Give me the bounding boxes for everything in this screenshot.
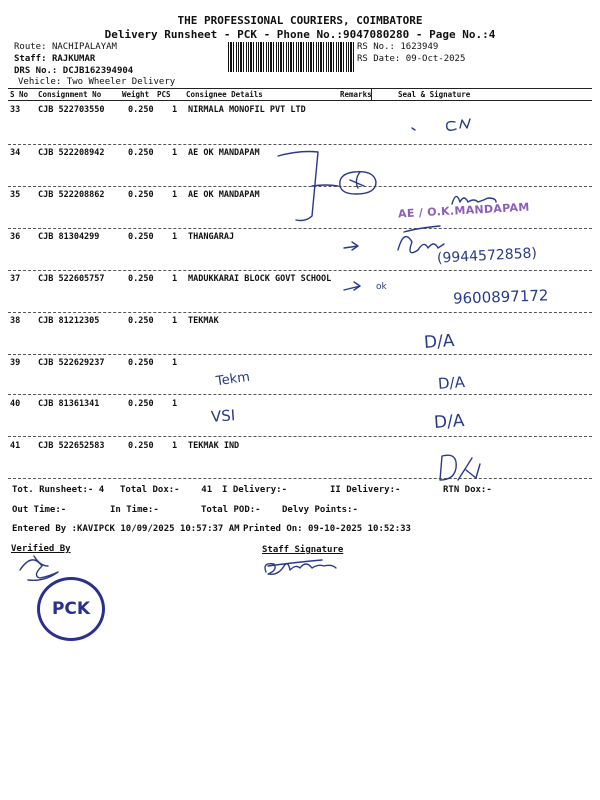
handwritten-ok: ok <box>376 282 387 292</box>
delvy-points: Delvy Points:- <box>282 505 358 515</box>
out-time: Out Time:- <box>12 505 67 515</box>
ink-staff-signature <box>265 560 336 574</box>
row-consignment: CJB 522652583 <box>38 441 105 451</box>
row-consignee: MADUKKARAI BLOCK GOVT SCHOOL <box>188 274 332 284</box>
verified-by: Verified By <box>11 544 71 554</box>
row-consignee: TEKMAK IND <box>188 441 240 451</box>
row-pcs: 1 <box>172 232 178 242</box>
row-sno: 35 <box>10 190 21 200</box>
row-consignee: AE OK MANDAPAM <box>188 148 260 158</box>
row-weight: 0.250 <box>128 316 154 326</box>
row-pcs: 1 <box>172 190 178 200</box>
row-pcs: 1 <box>172 441 178 451</box>
row-consignment: CJB 522629237 <box>38 358 105 368</box>
handwritten-vsi: VSI <box>210 406 236 426</box>
row-sno: 36 <box>10 232 21 242</box>
col-consignee: Consignee Details <box>186 90 263 99</box>
ink-da-41 <box>440 455 480 480</box>
ink-signature-36 <box>398 226 444 253</box>
row-consignment: CJB 81304299 <box>38 232 100 242</box>
ink-initial-33 <box>447 119 470 130</box>
col-remarks: Remarks <box>340 90 372 99</box>
row-weight: 0.250 <box>128 399 154 409</box>
entered-by: Entered By :KAVIPCK 10/09/2025 10:57:37 AM <box>12 524 240 534</box>
row-pcs: 1 <box>172 148 178 158</box>
row-pcs: 1 <box>172 105 178 115</box>
row-consignment: CJB 81212305 <box>38 316 100 326</box>
row-consignment: CJB 81361341 <box>38 399 100 409</box>
row-consignee: TEKMAK <box>188 316 219 326</box>
row-pcs: 1 <box>172 399 178 409</box>
row-pcs: 1 <box>172 274 178 284</box>
handwritten-tekmak: Tekm <box>215 369 251 390</box>
i-delivery: I Delivery:- <box>222 485 288 495</box>
col-seal-signature: Seal & Signature <box>398 90 471 99</box>
handwritten-phone-2: 9600897172 <box>452 286 549 308</box>
ae-ok-mandapam-stamp: AE / O.K.MANDAPAM <box>397 200 530 221</box>
rtn-dox: RTN Dox:- <box>443 485 492 495</box>
total-dox: Total Dox:- 41 <box>120 485 213 495</box>
row-weight: 0.250 <box>128 148 154 158</box>
row-sno: 39 <box>10 358 21 368</box>
ink-mark-33 <box>412 128 415 130</box>
row-consignment: CJB 522605757 <box>38 274 105 284</box>
ink-bracket <box>278 152 338 221</box>
col-sno: S No <box>10 90 29 99</box>
pck-stamp: PCK <box>37 577 105 641</box>
handwritten-da-39: D/A <box>437 373 466 393</box>
arrow-icon <box>344 242 358 250</box>
row-pcs: 1 <box>172 358 178 368</box>
col-pcs: PCS <box>157 90 171 99</box>
row-sno: 38 <box>10 316 21 326</box>
row-pcs: 1 <box>172 316 178 326</box>
runsheet-subtitle: Delivery Runsheet - PCK - Phone No.:9047080280 - Page No.:4 <box>104 28 496 41</box>
row-consignment: CJB 522208942 <box>38 148 105 158</box>
staff-line: Staff: RAJKUMAR <box>14 54 96 64</box>
row-weight: 0.250 <box>128 232 154 242</box>
vehicle-line: Vehicle: Two Wheeler Delivery <box>18 77 176 87</box>
in-time: In Time:- <box>110 505 159 515</box>
ii-delivery: II Delivery:- <box>330 485 401 495</box>
ink-verified-signature <box>20 556 58 580</box>
col-weight: Weight <box>122 90 150 99</box>
ink-circle-sign <box>340 172 376 194</box>
row-weight: 0.250 <box>128 358 154 368</box>
row-sno: 37 <box>10 274 21 284</box>
drs-line: DRS No.: DCJB162394904 <box>14 66 134 76</box>
col-consignment: Consignment No <box>38 90 102 99</box>
total-runsheet: Tot. Runsheet:- 4 <box>12 485 105 495</box>
handwritten-da-40: D/A <box>433 410 466 434</box>
row-sno: 41 <box>10 441 21 451</box>
row-weight: 0.250 <box>128 105 154 115</box>
row-weight: 0.250 <box>128 274 154 284</box>
handwritten-phone-1: (9944572858) <box>436 245 538 267</box>
row-consignment: CJB 522208862 <box>38 190 105 200</box>
rs-no-line: RS No.: 1623949 <box>357 42 439 52</box>
row-sno: 33 <box>10 105 21 115</box>
row-consignment: CJB 522703550 <box>38 105 105 115</box>
rs-date-line: RS Date: 09-Oct-2025 <box>357 54 466 64</box>
arrow-icon <box>344 282 360 290</box>
row-consignee: THANGARAJ <box>188 232 235 242</box>
row-weight: 0.250 <box>128 190 154 200</box>
total-pod: Total POD:- <box>201 505 261 515</box>
staff-signature: Staff Signature <box>262 545 344 555</box>
route-line: Route: NACHIPALAYAM <box>14 42 117 52</box>
row-sno: 40 <box>10 399 21 409</box>
row-consignee: AE OK MANDAPAM <box>188 190 260 200</box>
handwritten-da-38: D/A <box>423 330 456 354</box>
printed-on: Printed On: 09-10-2025 10:52:33 <box>243 524 411 534</box>
row-weight: 0.250 <box>128 441 154 451</box>
row-sno: 34 <box>10 148 21 158</box>
row-consignee: NIRMALA MONOFIL PVT LTD <box>188 105 306 115</box>
company-title: THE PROFESSIONAL COURIERS, COIMBATORE <box>177 14 423 27</box>
